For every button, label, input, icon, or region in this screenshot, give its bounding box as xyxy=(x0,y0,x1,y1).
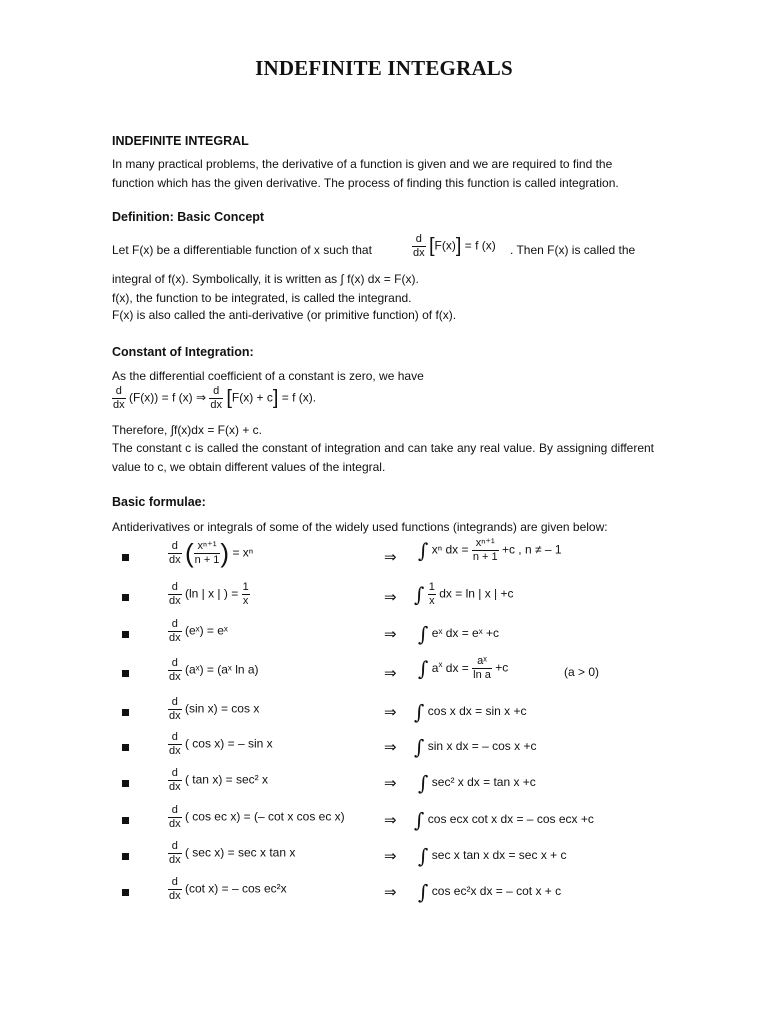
formula-1-rhs: ∫ xⁿ dx = $\frac{\text{xⁿ⁺¹}}{n + 1}$ +c , n ≠ – 1 xyxy=(418,537,562,563)
formula-6-lhs: $\frac{d}{dx}$ ( cos x) = – sin x xyxy=(169,731,273,757)
constant-equation: $\frac{d}{dx}$ (F(x)) = f (x) ⇒ $\frac{d}{dx}$ [F(x) + c] = f (x). xyxy=(113,385,317,411)
section-heading-definition: Definition: Basic Concept xyxy=(112,210,265,224)
definition-line-2: integral of f(x). Symbolically, it is written as ∫ f(x) dx = F(x). xyxy=(112,272,419,286)
implies-arrow: ⇒ xyxy=(384,812,397,829)
implies-arrow: ⇒ xyxy=(384,589,397,606)
formula-4-lhs: $\frac{d}{dx}$ (aˣ) = (aˣ ln a) xyxy=(169,657,259,683)
formula-4-rhs: ∫ $a^x$ dx = $\frac{\text{aˣ}}{\text{ln a}}$ +c xyxy=(418,655,509,681)
formula-8-lhs: $\frac{d}{dx}$ ( cos ec x) = (– cot x cos ec x) xyxy=(169,804,345,830)
implies-arrow: ⇒ xyxy=(384,775,397,792)
paragraph-integration-intro: In many practical problems, the derivative of a function is given and we are required to find the function which has the given derivative. The process of finding this function is called integration. xyxy=(112,157,619,190)
definition-let-line xyxy=(112,243,372,257)
formula-5-rhs: ∫ cos x dx = sin x +c xyxy=(414,700,527,724)
let-text: Let F(x) be a differentiable function of x such that xyxy=(112,243,372,257)
implies-arrow: ⇒ xyxy=(384,884,397,901)
bullet-marker xyxy=(122,780,129,787)
bullet-marker xyxy=(122,631,129,638)
implies-arrow: ⇒ xyxy=(384,739,397,756)
formula-2-lhs: $\frac{d}{dx}$ (ln | x | ) = $\frac{1}{x}$ xyxy=(169,581,249,607)
formula-7-lhs: $\frac{d}{dx}$ ( tan x) = sec² x xyxy=(169,767,268,793)
formula-9-rhs: ∫ sec x tan x dx = sec x + c xyxy=(418,844,567,868)
formula-1-lhs: $\frac{d}{dx}$ ( $\frac{\text{xⁿ⁺¹}}{n + 1}$ ) = xⁿ xyxy=(169,538,254,568)
implies-arrow: ⇒ xyxy=(384,665,397,682)
paragraph-constant: The constant c is called the constant of integration and can take any real value. By assigning different value to c, we obtain different values of the integral. xyxy=(112,441,654,474)
formula-2-rhs: ∫ $\frac{1}{x}$ dx = ln | x | +c xyxy=(414,581,514,607)
bullet-marker xyxy=(122,744,129,751)
section-heading-constant: Constant of Integration: xyxy=(112,345,254,359)
page-title: INDEFINITE INTEGRALS xyxy=(255,56,513,80)
bullet-marker xyxy=(122,817,129,824)
bullet-marker xyxy=(122,670,129,677)
definition-equation: $\frac{d}{dx}$ [F(x)] = f (x) xyxy=(413,233,496,259)
implies-arrow: ⇒ xyxy=(384,704,397,721)
implies-arrow: ⇒ xyxy=(384,626,397,643)
bullet-marker xyxy=(122,889,129,896)
formula-3-lhs: $\frac{d}{dx}$ (eˣ) = eˣ xyxy=(169,618,228,644)
section-heading-basic-formulae: Basic formulae: xyxy=(112,495,206,509)
formula-6-rhs: ∫ sin x dx = – cos x +c xyxy=(414,735,537,759)
constant-line-1: As the differential coefficient of a constant is zero, we have xyxy=(112,369,424,383)
bullet-marker xyxy=(122,853,129,860)
bullet-marker xyxy=(122,554,129,561)
formula-5-lhs: $\frac{d}{dx}$ (sin x) = cos x xyxy=(169,696,260,722)
implies-arrow: ⇒ xyxy=(384,848,397,865)
implies-arrow: ⇒ xyxy=(384,549,397,566)
definition-then-text: . Then F(x) is called the xyxy=(510,243,636,257)
formula-3-rhs: ∫ eˣ dx = eˣ +c xyxy=(418,622,500,646)
bullet-marker xyxy=(122,594,129,601)
formula-4-condition: (a > 0) xyxy=(564,665,600,679)
formula-9-lhs: $\frac{d}{dx}$ ( sec x) = sec x tan x xyxy=(169,840,296,866)
definition-line-3: f(x), the function to be integrated, is called the integrand. xyxy=(112,291,412,305)
formula-8-rhs: ∫ cos ecx cot x dx = – cos ecx +c xyxy=(414,808,594,832)
section-heading-indefinite-integral: INDEFINITE INTEGRAL xyxy=(112,134,249,148)
d-dx-fraction: $\frac{d}{dx}$ xyxy=(413,233,425,259)
bullet-marker xyxy=(122,709,129,716)
constant-therefore: Therefore, ∫f(x)dx = F(x) + c. xyxy=(112,423,262,437)
formula-10-lhs: $\frac{d}{dx}$ (cot x) = – cos ec²x xyxy=(169,876,287,902)
formula-7-rhs: ∫ sec² x dx = tan x +c xyxy=(418,771,536,795)
definition-line-4: F(x) is also called the anti-derivative (or primitive function) of f(x). xyxy=(112,308,457,322)
formula-10-rhs: ∫ cos ec²x dx = – cot x + c xyxy=(418,880,562,904)
basic-intro: Antiderivatives or integrals of some of the widely used functions (integrands) are given below: xyxy=(112,520,608,534)
